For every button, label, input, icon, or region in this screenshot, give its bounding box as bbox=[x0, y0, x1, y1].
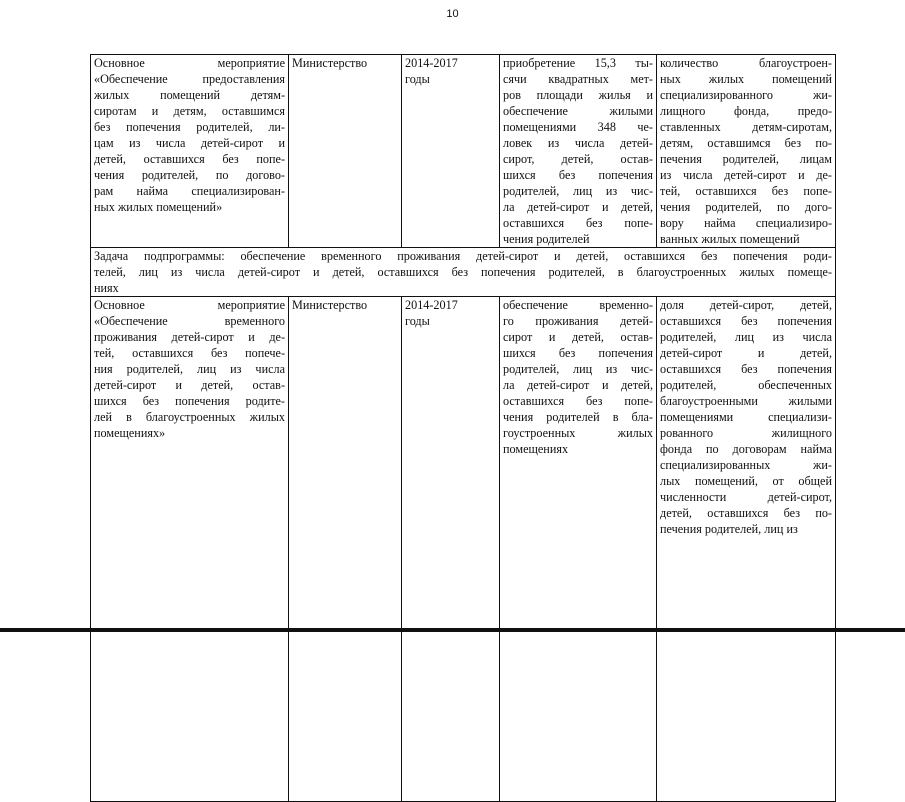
cell-text-line: проживания детей-сирот и де- bbox=[94, 330, 285, 344]
indicator-cell bbox=[657, 297, 836, 802]
cell-text-line: количество благоустроен- bbox=[660, 56, 832, 70]
page-number: 10 bbox=[446, 8, 459, 20]
cell-text-line: цам из числа детей-сирот и bbox=[94, 136, 285, 150]
cell-text-line: сирот и детей, остав- bbox=[503, 330, 653, 344]
executor-cell bbox=[289, 55, 402, 248]
cell-text-line: ных жилых помещений bbox=[660, 72, 832, 86]
cell-text-line: приобретение 15,3 ты- bbox=[503, 56, 653, 70]
result-cell bbox=[500, 297, 657, 802]
cell-text-line: чения родителей, по дого- bbox=[660, 200, 832, 214]
cell-text-line: ния родителей, лиц из числа bbox=[94, 362, 285, 376]
cell-text-line: ла детей-сирот и детей, bbox=[503, 378, 653, 392]
cell-text-line: помещениях bbox=[503, 442, 569, 456]
cell-text-line: годы bbox=[405, 314, 430, 328]
cell-text-line: Министерство bbox=[292, 298, 368, 312]
task-row bbox=[91, 248, 836, 297]
page-bottom-border bbox=[0, 628, 905, 632]
cell-text-line: ванных жилых помещений bbox=[660, 232, 800, 246]
cell-text-line: шихся без попечения bbox=[503, 346, 653, 360]
cell-text-line: фонда по договорам найма bbox=[660, 442, 832, 456]
cell-text-line: без попечения родителей, ли- bbox=[94, 120, 285, 134]
cell-text-line: специализированных жи- bbox=[660, 458, 832, 472]
cell-text-line: сиротам и детям, оставшимся bbox=[94, 104, 285, 118]
cell-text-line: ниях bbox=[94, 281, 119, 295]
cell-text-line: рованного жилищного bbox=[660, 426, 832, 440]
cell-text-line: ла детей-сирот и детей, bbox=[503, 200, 653, 214]
cell-text-line: чения родителей, по догово- bbox=[94, 168, 285, 182]
cell-text-line: лей в благоустроенных жилых bbox=[94, 410, 285, 424]
cell-text-line: шихся без попечения bbox=[503, 168, 653, 182]
cell-text-line: сирот, детей, остав- bbox=[503, 152, 653, 166]
cell-text-line: специализированного жи- bbox=[660, 88, 832, 102]
result-cell bbox=[500, 55, 657, 248]
measure-cell bbox=[91, 297, 289, 802]
program-table bbox=[90, 54, 836, 802]
measure-cell bbox=[91, 55, 289, 248]
cell-text-line: сячи квадратных мет- bbox=[503, 72, 653, 86]
cell-text-line: оставшихся без попе- bbox=[503, 394, 653, 408]
cell-text-line: годы bbox=[405, 72, 430, 86]
cell-text-line: ловек из числа детей- bbox=[503, 136, 653, 150]
cell-text-line: чения родителей bbox=[503, 232, 590, 246]
cell-text-line: детям, оставшимся без по- bbox=[660, 136, 832, 150]
cell-text-line: благоустроенными жилыми bbox=[660, 394, 832, 408]
cell-text-line: ставленных детям-сиротам, bbox=[660, 120, 832, 134]
cell-text-line: Министерство bbox=[292, 56, 368, 70]
cell-text-line: чения родителей в бла- bbox=[503, 410, 653, 424]
period-cell bbox=[402, 55, 500, 248]
cell-text-line: Задача подпрограммы: обеспечение временного проживания детей-сирот и детей, оставшихся без попечения роди- bbox=[94, 249, 832, 263]
cell-text-line: 2014-2017 bbox=[405, 56, 458, 70]
cell-text-line: из числа детей-сирот и де- bbox=[660, 168, 832, 182]
cell-text-line: детей-сирот и детей, bbox=[660, 346, 832, 360]
cell-text-line: вору найма специализиро- bbox=[660, 216, 832, 230]
cell-text-line: родителей, лиц из чис- bbox=[503, 184, 653, 198]
cell-text-line: родителей, обеспеченных bbox=[660, 378, 832, 392]
cell-text-line: помещениях» bbox=[94, 426, 166, 440]
cell-text-line: родителей, лиц из числа bbox=[660, 330, 832, 344]
cell-text-line: го проживания детей- bbox=[503, 314, 653, 328]
cell-text-line: Основное мероприятие bbox=[94, 298, 285, 312]
cell-text-line: «Обеспечение предоставления bbox=[94, 72, 285, 86]
task-cell bbox=[91, 248, 836, 297]
cell-text-line: оставшихся без попечения bbox=[660, 362, 832, 376]
cell-text-line: лых помещений, от общей bbox=[660, 474, 832, 488]
cell-text-line: доля детей-сирот, детей, bbox=[660, 298, 832, 312]
executor-cell bbox=[289, 297, 402, 802]
cell-text-line: обеспечение жилыми bbox=[503, 104, 653, 118]
cell-text-line: телей, лиц из числа детей-сирот и детей, оставшихся без попечения родителей, в благоустроенных жилых помеще- bbox=[94, 265, 832, 279]
cell-text-line: Основное мероприятие bbox=[94, 56, 285, 70]
cell-text-line: обеспечение временно- bbox=[503, 298, 653, 312]
cell-text-line: печения родителей, лиц из bbox=[660, 522, 798, 536]
period-cell bbox=[402, 297, 500, 802]
cell-text-line: детей, оставшихся без по- bbox=[660, 506, 832, 520]
cell-text-line: гоустроенных жилых bbox=[503, 426, 653, 440]
table-row bbox=[91, 55, 836, 248]
cell-text-line: печения родителей, лицам bbox=[660, 152, 832, 166]
cell-text-line: лищного фонда, предо- bbox=[660, 104, 832, 118]
cell-text-line: тей, оставшихся без попе- bbox=[660, 184, 832, 198]
cell-text-line: помещениями специализи- bbox=[660, 410, 832, 424]
cell-text-line: оставшихся без попечения bbox=[660, 314, 832, 328]
cell-text-line: шихся без попечения родите- bbox=[94, 394, 285, 408]
cell-text-line: численности детей-сирот, bbox=[660, 490, 832, 504]
cell-text-line: помещениями 348 че- bbox=[503, 120, 653, 134]
table-row bbox=[91, 297, 836, 802]
cell-text-line: детей, оставшихся без попе- bbox=[94, 152, 285, 166]
cell-text-line: «Обеспечение временного bbox=[94, 314, 285, 328]
cell-text-line: жилых помещений детям- bbox=[94, 88, 285, 102]
cell-text-line: родителей, лиц из чис- bbox=[503, 362, 653, 376]
cell-text-line: 2014-2017 bbox=[405, 298, 458, 312]
cell-text-line: ров площади жилья и bbox=[503, 88, 653, 102]
cell-text-line: детей-сирот и детей, остав- bbox=[94, 378, 285, 392]
cell-text-line: рам найма специализирован- bbox=[94, 184, 285, 198]
cell-text-line: оставшихся без попе- bbox=[503, 216, 653, 230]
cell-text-line: тей, оставшихся без попече- bbox=[94, 346, 285, 360]
indicator-cell bbox=[657, 55, 836, 248]
cell-text-line: ных жилых помещений» bbox=[94, 200, 223, 214]
